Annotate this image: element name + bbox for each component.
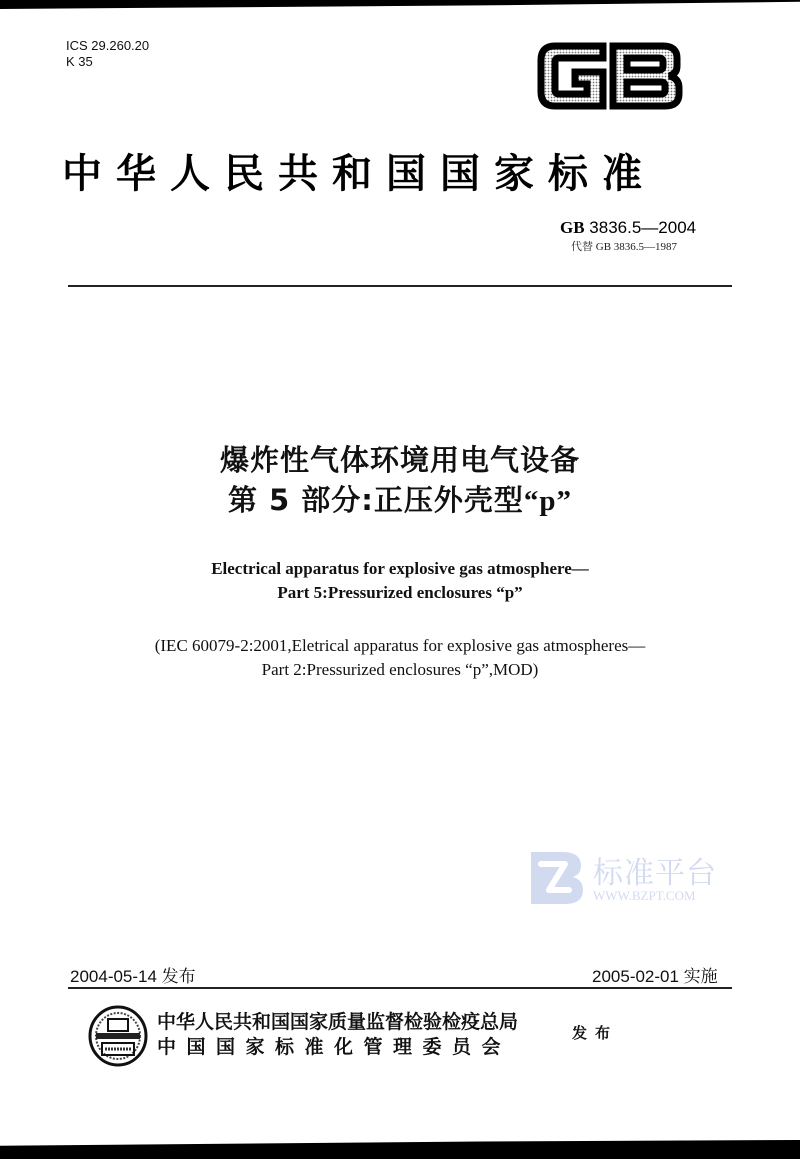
classification-codes — [66, 38, 149, 70]
iec-line2: Part 2:Pressurized enclosures “p”,MOD) — [261, 660, 539, 679]
standard-number — [560, 218, 696, 238]
chinese-title-p-mark: “p” — [523, 485, 573, 517]
english-title-line2: Part 5:Pressurized enclosures “p” — [277, 583, 523, 602]
watermark — [527, 848, 727, 908]
chinese-title — [0, 440, 800, 521]
chinese-title-line1: 爆炸性气体环境用电气设备 — [219, 443, 580, 477]
english-title — [0, 557, 800, 605]
english-title-line1: Electrical apparatus for explosive gas atmosphere— — [211, 559, 589, 578]
issuer-line1: 中华人民共和国国家质量监督检验检疫总局 — [157, 1011, 519, 1033]
footer-divider — [68, 987, 732, 989]
iec-line1: (IEC 60079-2:2001,Eletrical apparatus for explosive gas atmospheres— — [154, 636, 646, 655]
implement-date: 2005-02-01 实施 — [592, 967, 718, 986]
chinese-title-line2-text: 第 5 部分:正压外壳型 — [227, 483, 524, 517]
issued-label: 发布 — [572, 1024, 619, 1042]
ics-code: ICS 29.260.20 — [66, 38, 150, 53]
replaces-standard: 代替 GB 3836.5—1987 — [571, 241, 678, 253]
issuing-authorities — [157, 1010, 518, 1060]
watermark-url: WWW.BZPT.COM — [593, 888, 696, 903]
bzpt-logo-icon — [527, 848, 585, 906]
scan-edge-top — [0, 0, 800, 9]
national-standard-title: 中华人民共和国国家标准 — [62, 151, 656, 197]
issuer-line2: 中国国家标准化管理委员会 — [157, 1036, 512, 1058]
category-code: K 35 — [66, 54, 93, 69]
watermark-text: 标准平台 — [593, 856, 717, 891]
iec-equivalence — [0, 634, 800, 682]
standard-number-prefix: GB — [560, 218, 585, 237]
header-divider — [68, 285, 732, 287]
chinese-title-line2 — [0, 480, 800, 521]
scan-edge-bottom — [0, 1140, 800, 1159]
standard-number-value: 3836.5—2004 — [589, 218, 697, 237]
official-seal-icon — [88, 1005, 148, 1067]
publish-date: 2004-05-14 发布 — [70, 967, 196, 986]
gb-logo-icon — [535, 36, 685, 116]
